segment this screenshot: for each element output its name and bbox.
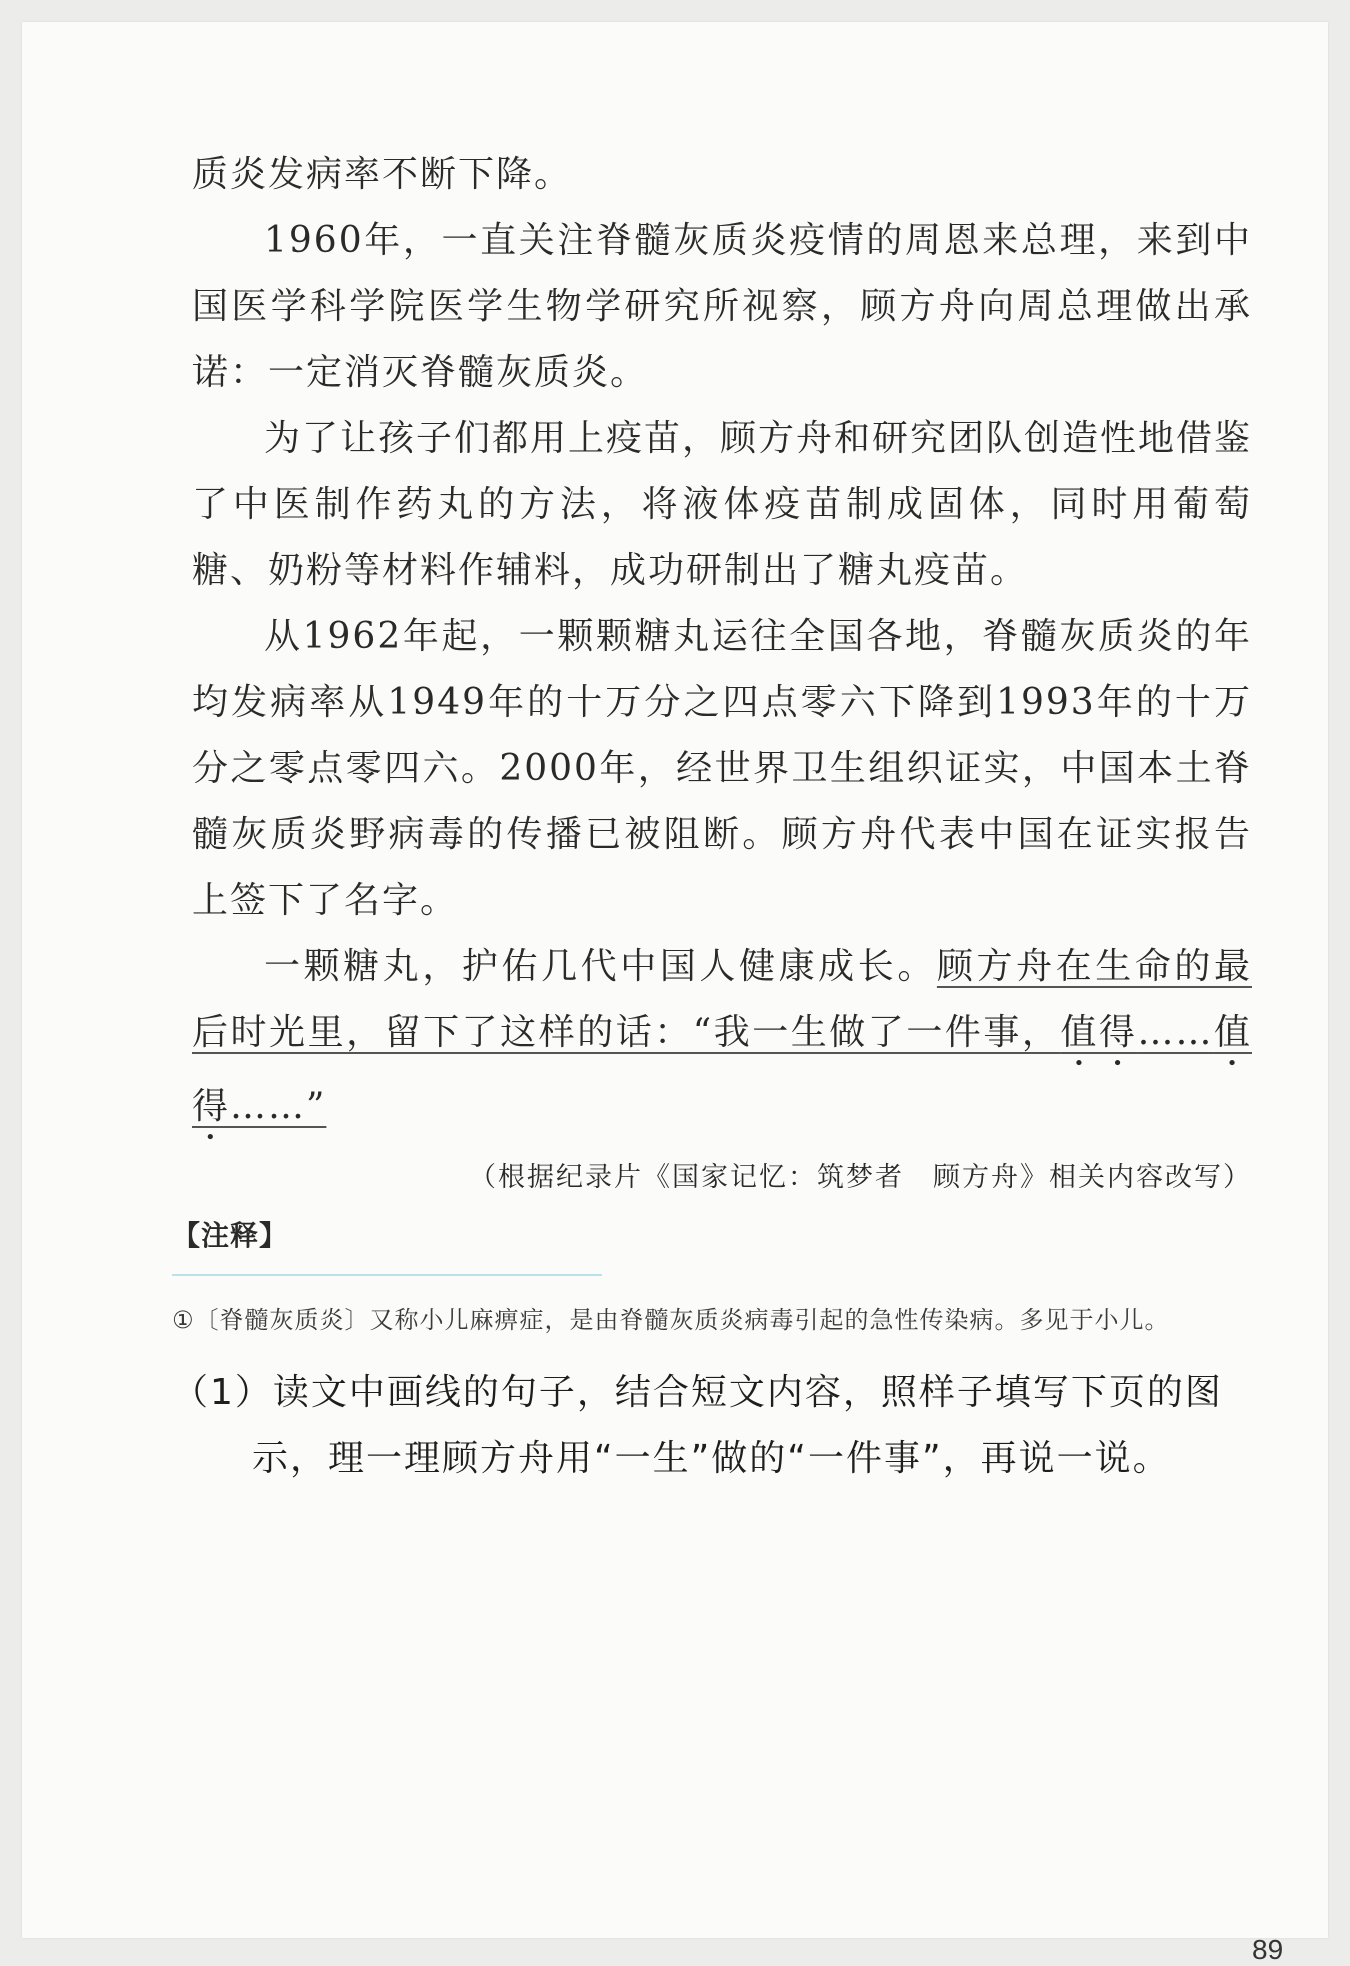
passage-paragraph-1: 质炎发病率不断下降。 — [192, 154, 573, 195]
ellipsis-2: ……” — [230, 1086, 327, 1127]
passage-paragraph-3: 为了让孩子们都用上疫苗，顾方舟和研究团队创造性地借鉴了中医制作药丸的方法，将液体疫苗制成固体，同时用葡萄糖、奶粉等材料作辅料，成功研制出了糖丸疫苗。 — [192, 418, 1253, 591]
passage-paragraph-4: 从1962年起，一颗颗糖丸运往全国各地，脊髓灰质炎的年均发病率从1949年的十万分之四点零六下降到1993年的十万分之零点零四六。2000年，经世界卫生组织证实，中国本土脊髓灰质炎野病毒的传播已被阻断。顾方舟代表中国在证实报告上签下了名字。 — [192, 616, 1252, 921]
passage-paragraph-5 — [192, 934, 1252, 1148]
page-number: 89 — [1252, 1934, 1284, 1965]
emphasized-word-1: 值得 — [1060, 1012, 1138, 1053]
source-citation: （根据纪录片《国家记忆：筑梦者 顾方舟》相关内容改写） — [469, 1162, 1252, 1193]
notes-divider — [172, 1274, 602, 1276]
note-item-1: ①〔脊髓灰质炎〕又称小儿麻痹症，是由脊髓灰质炎病毒引起的急性传染病。多见于小儿。 — [172, 1306, 1170, 1334]
textbook-page — [22, 22, 1328, 1965]
question-number: （1） — [172, 1372, 273, 1413]
page-content — [172, 142, 1253, 1492]
question-1 — [172, 1360, 1252, 1492]
underlined-text: 顾方舟在生命的最后时光里，留下了这样的话：“我一生做了一件事， — [192, 946, 1252, 1053]
paragraph-lead-sentence: 一颗糖丸，护佑几代中国人健康成长。 — [264, 946, 937, 987]
notes-heading: 【注释】 — [172, 1219, 289, 1252]
emphasized-word-2: 值得 — [192, 1012, 1252, 1127]
ellipsis-1: …… — [1137, 1012, 1214, 1053]
passage-paragraph-2: 1960年，一直关注脊髓灰质炎疫情的周恩来总理，来到中国医学科学院医学生物学研究所视察，顾方舟向周总理做出承诺：一定消灭脊髓灰质炎。 — [192, 220, 1252, 393]
question-text: 读文中画线的句子，结合短文内容，照样子填写下页的图示，理一理顾方舟用“一生”做的“一件事”，再说一说。 — [252, 1372, 1223, 1479]
